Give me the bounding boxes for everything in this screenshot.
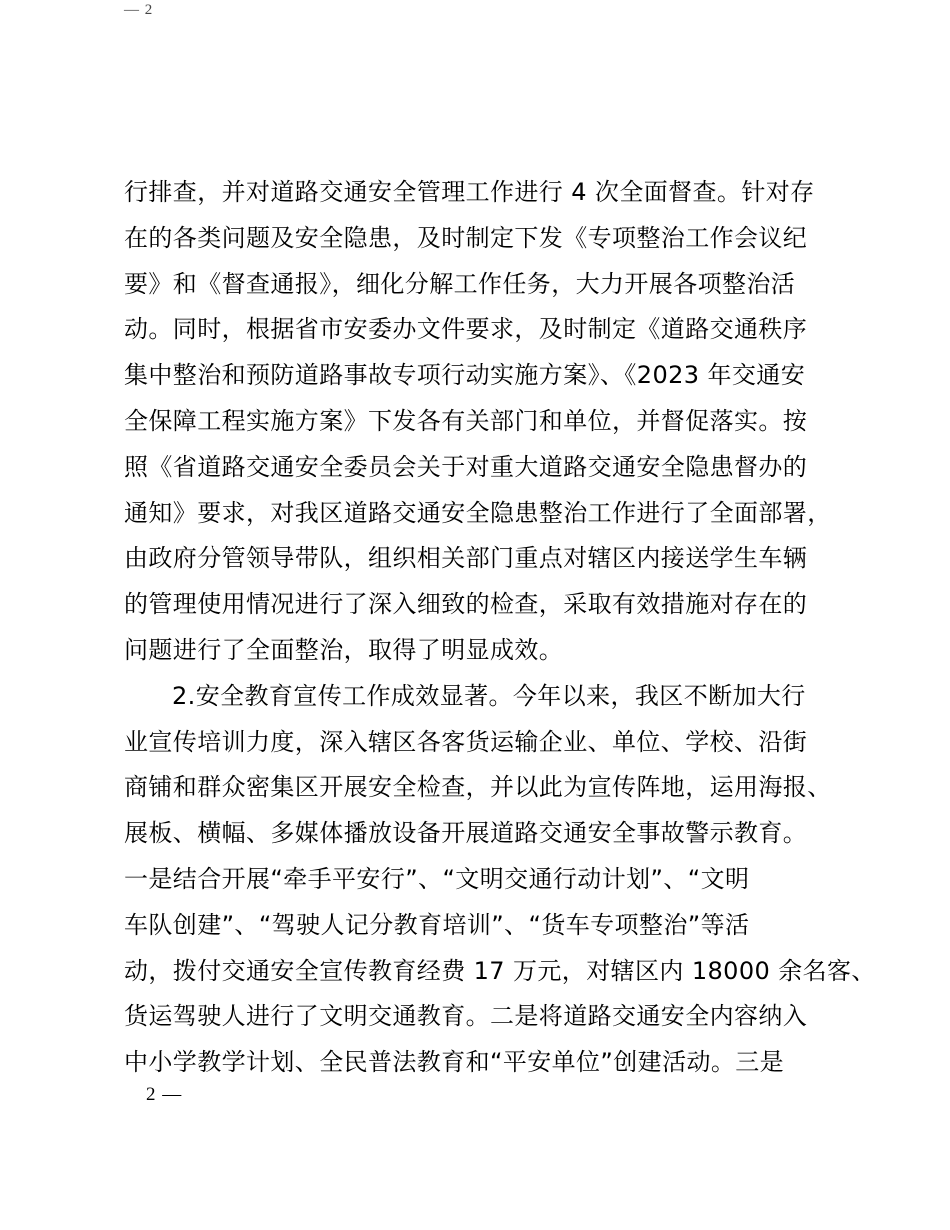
header-page-marker: — 2 bbox=[124, 2, 154, 18]
text-line: 照《省道路交通安全委员会关于对重大道路交通安全隐患督办的 bbox=[124, 452, 808, 481]
text-line: 商铺和群众密集区开展安全检查，并以此为宣传阵地，运用海报、 bbox=[124, 773, 832, 802]
text-line: 由政府分管领导带队，组织相关部门重点对辖区内接送学生车辆 bbox=[124, 544, 808, 573]
text-line: 中小学教学计划、全民普法教育和“平安单位”创建活动。三是 bbox=[124, 1048, 785, 1077]
footer-page-marker: 2 — bbox=[146, 1084, 183, 1105]
text-line: 业宣传培训力度，深入辖区各客货运输企业、单位、学校、沿街 bbox=[124, 727, 808, 756]
text-line: 车队创建”、“驾驶人记分教育培训”、“货车专项整治”等活 bbox=[124, 910, 750, 939]
text-line: 通知》要求，对我区道路交通安全隐患整治工作进行了全面部署， bbox=[124, 498, 832, 527]
text-line: 展板、横幅、多媒体播放设备开展道路交通安全事故警示教育。 bbox=[124, 819, 808, 848]
text-line: 动，拨付交通安全宣传教育经费 17 万元，对辖区内 18000 余名客、 bbox=[124, 956, 876, 985]
document-body bbox=[124, 170, 876, 1086]
text-line: 全保障工程实施方案》下发各有关部门和单位，并督促落实。按 bbox=[124, 406, 808, 435]
text-line: 一是结合开展“牵手平安行”、“文明交通行动计划”、“文明 bbox=[124, 864, 750, 893]
text-line: 集中整治和预防道路事故专项行动实施方案》、《2023 年交通安 bbox=[124, 361, 806, 390]
text-line: 的管理使用情况进行了深入细致的检查，采取有效措施对存在的 bbox=[124, 590, 808, 619]
text-line: 货运驾驶人进行了文明交通教育。二是将道路交通安全内容纳入 bbox=[124, 1002, 808, 1031]
paragraph-start-line: 2.安全教育宣传工作成效显著。今年以来，我区不断加大行 bbox=[172, 681, 806, 710]
text-line: 动。同时，根据省市安委办文件要求，及时制定《道路交通秩序 bbox=[124, 315, 808, 344]
text-line: 在的各类问题及安全隐患，及时制定下发《专项整治工作会议纪 bbox=[124, 223, 808, 252]
text-line: 行排查，并对道路交通安全管理工作进行 4 次全面督查。针对存 bbox=[124, 178, 815, 206]
text-line: 要》和《督查通报》，细化分解工作任务，大力开展各项整治活 bbox=[124, 269, 796, 298]
text-line: 问题进行了全面整治，取得了明显成效。 bbox=[124, 635, 564, 664]
